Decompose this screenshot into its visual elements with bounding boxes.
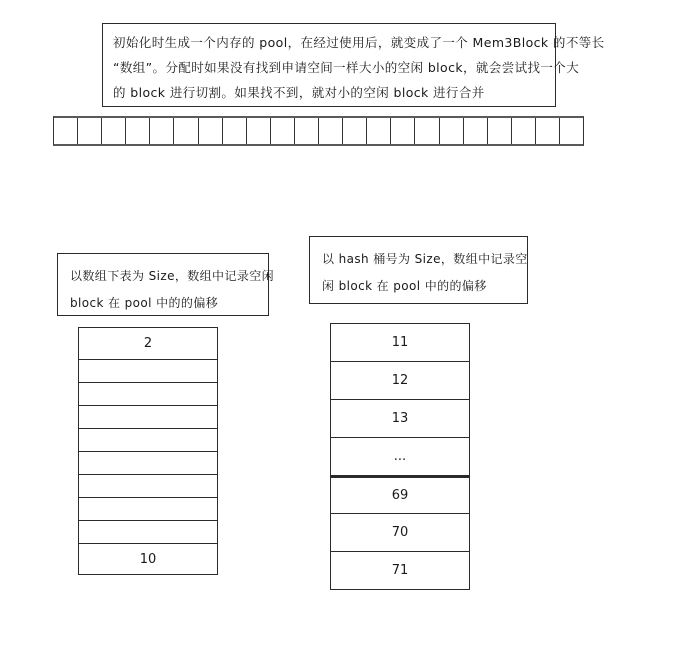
array-row: 69 <box>330 475 470 514</box>
description-line-1: 初始化时生成一个内存的 pool，在经过使用后，就变成了一个 Mem3Block 的不等长 <box>113 35 605 50</box>
array-row <box>78 359 218 383</box>
pool-block-cell <box>488 118 512 144</box>
hash-array-label <box>309 236 528 304</box>
array-row: 10 <box>78 543 218 575</box>
array-row: 70 <box>330 513 470 552</box>
array-row: 13 <box>330 399 470 438</box>
array-row <box>78 428 218 452</box>
hash-array-label-line-1: 以 hash 桶号为 Size，数组中记录空 <box>322 252 528 266</box>
pool-block-cell <box>271 118 295 144</box>
pool-block-cell <box>391 118 415 144</box>
pool-block-cell <box>295 118 319 144</box>
description-box <box>102 23 605 107</box>
description-line-3: 的 block 进行切割。如果找不到，就对小的空闲 block 进行合并 <box>113 85 485 100</box>
array-row: 12 <box>330 361 470 400</box>
array-row <box>78 451 218 475</box>
array-row <box>78 520 218 544</box>
hash-array-table <box>330 323 470 590</box>
size-array-label <box>57 253 275 316</box>
pool-block-cell <box>319 118 343 144</box>
array-row: 71 <box>330 551 470 590</box>
array-row: ... <box>330 437 470 476</box>
pool-block-cell <box>78 118 102 144</box>
array-row <box>78 497 218 521</box>
array-row <box>78 382 218 406</box>
array-row <box>78 474 218 498</box>
pool-block-cell <box>440 118 464 144</box>
pool-block-cell <box>247 118 271 144</box>
pool-block-cell <box>367 118 391 144</box>
pool-block-cell <box>464 118 488 144</box>
size-array-label-line-1: 以数组下表为 Size，数组中记录空闲 <box>70 269 275 283</box>
pool-block-cell <box>415 118 439 144</box>
pool-block-cell <box>560 118 583 144</box>
array-row: 2 <box>78 327 218 360</box>
description-line-2: “数组”。分配时如果没有找到申请空间一样大小的空闲 block，就会尝试找一个大 <box>113 60 580 75</box>
size-array-table <box>78 327 218 575</box>
pool-block-cell <box>223 118 247 144</box>
pool-block-cell <box>174 118 198 144</box>
pool-block-cell <box>343 118 367 144</box>
pool-block-cell <box>536 118 560 144</box>
pool-block-cell <box>54 118 78 144</box>
array-row <box>78 405 218 429</box>
pool-block-cell <box>512 118 536 144</box>
pool-block-cell <box>126 118 150 144</box>
pool-block-cell <box>199 118 223 144</box>
memory-pool-strip <box>53 116 584 146</box>
size-array-label-line-2: block 在 pool 中的的偏移 <box>70 296 219 310</box>
array-row: 11 <box>330 323 470 362</box>
pool-block-cell <box>102 118 126 144</box>
pool-block-cell <box>150 118 174 144</box>
hash-array-label-line-2: 闲 block 在 pool 中的的偏移 <box>322 279 487 293</box>
